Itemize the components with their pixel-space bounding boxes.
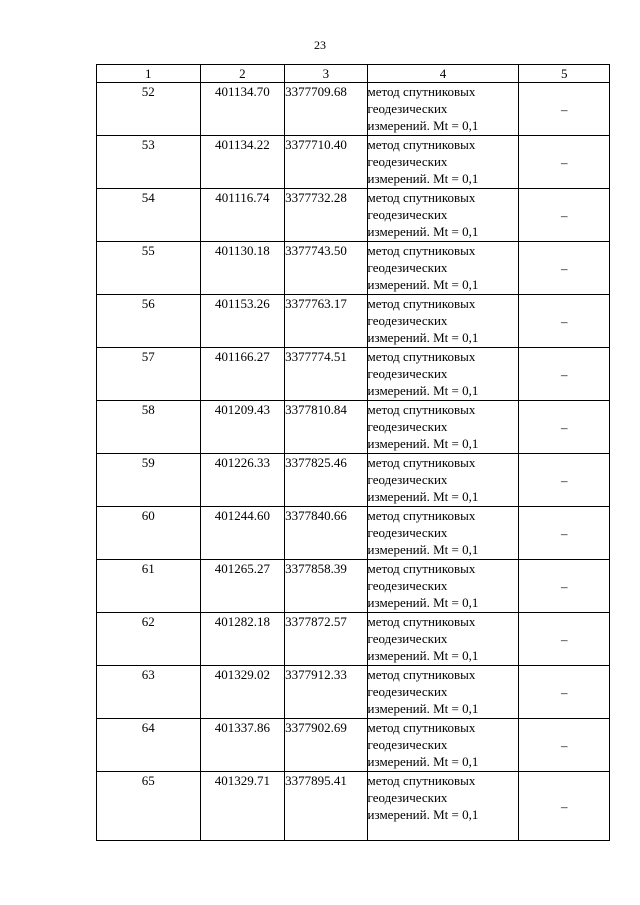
method-cell [367,560,519,613]
method-line: измерений. Mt = 0,1 [367,436,479,451]
x-coordinate-cell: 401134.22 [200,136,284,189]
method-line: метод спутниковых [367,190,476,205]
method-cell [367,348,519,401]
x-coordinate-cell: 401134.70 [200,83,284,136]
table-row [97,295,610,348]
method-cell [367,666,519,719]
point-number-cell: 61 [97,560,201,613]
column-5-cell: – [519,507,610,560]
point-number-cell: 65 [97,772,201,841]
method-line: метод спутниковых [367,84,476,99]
column-5-cell: – [519,454,610,507]
x-coordinate-cell: 401337.86 [200,719,284,772]
method-line: измерений. Mt = 0,1 [367,171,479,186]
method-line: измерений. Mt = 0,1 [367,542,479,557]
method-line: измерений. Mt = 0,1 [367,224,479,239]
table-row [97,189,610,242]
y-coordinate-cell: 3377902.69 [285,719,367,772]
method-line: метод спутниковых [367,349,476,364]
method-cell [367,719,519,772]
table-row [97,401,610,454]
method-line: метод спутниковых [367,667,476,682]
point-number-cell: 60 [97,507,201,560]
method-line: метод спутниковых [367,561,476,576]
column-5-cell: – [519,295,610,348]
x-coordinate-cell: 401329.02 [200,666,284,719]
table-row [97,560,610,613]
point-number-cell: 52 [97,83,201,136]
point-number-cell: 53 [97,136,201,189]
x-coordinate-cell: 401329.71 [200,772,284,841]
method-cell [367,136,519,189]
method-cell [367,242,519,295]
column-5-cell: – [519,136,610,189]
y-coordinate-cell: 3377840.66 [285,507,367,560]
method-line: метод спутниковых [367,296,476,311]
point-number-cell: 58 [97,401,201,454]
y-coordinate-cell: 3377912.33 [285,666,367,719]
table-row [97,507,610,560]
column-5-cell: – [519,189,610,242]
column-5-cell: – [519,242,610,295]
header-cell: 2 [200,65,284,83]
method-line: геодезических [367,366,448,381]
method-line: геодезических [367,684,448,699]
column-5-cell: – [519,401,610,454]
method-line: метод спутниковых [367,455,476,470]
table-row [97,83,610,136]
point-number-cell: 63 [97,666,201,719]
table-row [97,719,610,772]
method-cell [367,295,519,348]
method-cell [367,454,519,507]
method-line: геодезических [367,313,448,328]
method-line: геодезических [367,737,448,752]
table-row [97,136,610,189]
method-line: измерений. Mt = 0,1 [367,383,479,398]
point-number-cell: 54 [97,189,201,242]
header-cell: 1 [97,65,201,83]
y-coordinate-cell: 3377825.46 [285,454,367,507]
point-number-cell: 62 [97,613,201,666]
method-line: геодезических [367,578,448,593]
table-row [97,613,610,666]
header-cell: 4 [367,65,519,83]
method-cell [367,772,519,841]
x-coordinate-cell: 401226.33 [200,454,284,507]
column-5-cell: – [519,719,610,772]
point-number-cell: 64 [97,719,201,772]
point-number-cell: 59 [97,454,201,507]
column-5-cell: – [519,772,610,841]
method-cell [367,613,519,666]
method-line: геодезических [367,790,448,805]
y-coordinate-cell: 3377895.41 [285,772,367,841]
column-5-cell: – [519,83,610,136]
method-line: измерений. Mt = 0,1 [367,595,479,610]
method-cell [367,401,519,454]
method-line: метод спутниковых [367,773,476,788]
method-line: геодезических [367,207,448,222]
table-row [97,348,610,401]
x-coordinate-cell: 401116.74 [200,189,284,242]
method-line: метод спутниковых [367,402,476,417]
method-line: измерений. Mt = 0,1 [367,277,479,292]
table-row [97,772,610,841]
x-coordinate-cell: 401153.26 [200,295,284,348]
table-header-row [97,65,610,83]
y-coordinate-cell: 3377810.84 [285,401,367,454]
x-coordinate-cell: 401282.18 [200,613,284,666]
method-cell [367,189,519,242]
coordinates-table [96,64,610,841]
x-coordinate-cell: 401265.27 [200,560,284,613]
column-5-cell: – [519,666,610,719]
method-line: геодезических [367,419,448,434]
table-row [97,242,610,295]
y-coordinate-cell: 3377709.68 [285,83,367,136]
method-line: геодезических [367,472,448,487]
method-cell [367,83,519,136]
method-line: метод спутниковых [367,614,476,629]
point-number-cell: 57 [97,348,201,401]
point-number-cell: 56 [97,295,201,348]
page-number: 23 [314,38,326,52]
method-line: геодезических [367,101,448,116]
header-cell: 5 [519,65,610,83]
method-line: измерений. Mt = 0,1 [367,118,479,133]
x-coordinate-cell: 401166.27 [200,348,284,401]
method-line: метод спутниковых [367,243,476,258]
method-line: геодезических [367,154,448,169]
y-coordinate-cell: 3377732.28 [285,189,367,242]
method-line: измерений. Mt = 0,1 [367,807,479,822]
method-line: измерений. Mt = 0,1 [367,330,479,345]
point-number-cell: 55 [97,242,201,295]
x-coordinate-cell: 401244.60 [200,507,284,560]
method-line: метод спутниковых [367,508,476,523]
method-line: геодезических [367,631,448,646]
x-coordinate-cell: 401209.43 [200,401,284,454]
table-row [97,666,610,719]
method-line: метод спутниковых [367,720,476,735]
y-coordinate-cell: 3377743.50 [285,242,367,295]
y-coordinate-cell: 3377710.40 [285,136,367,189]
method-line: геодезических [367,260,448,275]
column-5-cell: – [519,348,610,401]
method-cell [367,507,519,560]
method-line: измерений. Mt = 0,1 [367,489,479,504]
method-line: геодезических [367,525,448,540]
method-line: измерений. Mt = 0,1 [367,701,479,716]
header-cell: 3 [285,65,367,83]
y-coordinate-cell: 3377774.51 [285,348,367,401]
method-line: измерений. Mt = 0,1 [367,648,479,663]
x-coordinate-cell: 401130.18 [200,242,284,295]
column-5-cell: – [519,560,610,613]
column-5-cell: – [519,613,610,666]
y-coordinate-cell: 3377763.17 [285,295,367,348]
y-coordinate-cell: 3377858.39 [285,560,367,613]
method-line: метод спутниковых [367,137,476,152]
y-coordinate-cell: 3377872.57 [285,613,367,666]
method-line: измерений. Mt = 0,1 [367,754,479,769]
table-row [97,454,610,507]
